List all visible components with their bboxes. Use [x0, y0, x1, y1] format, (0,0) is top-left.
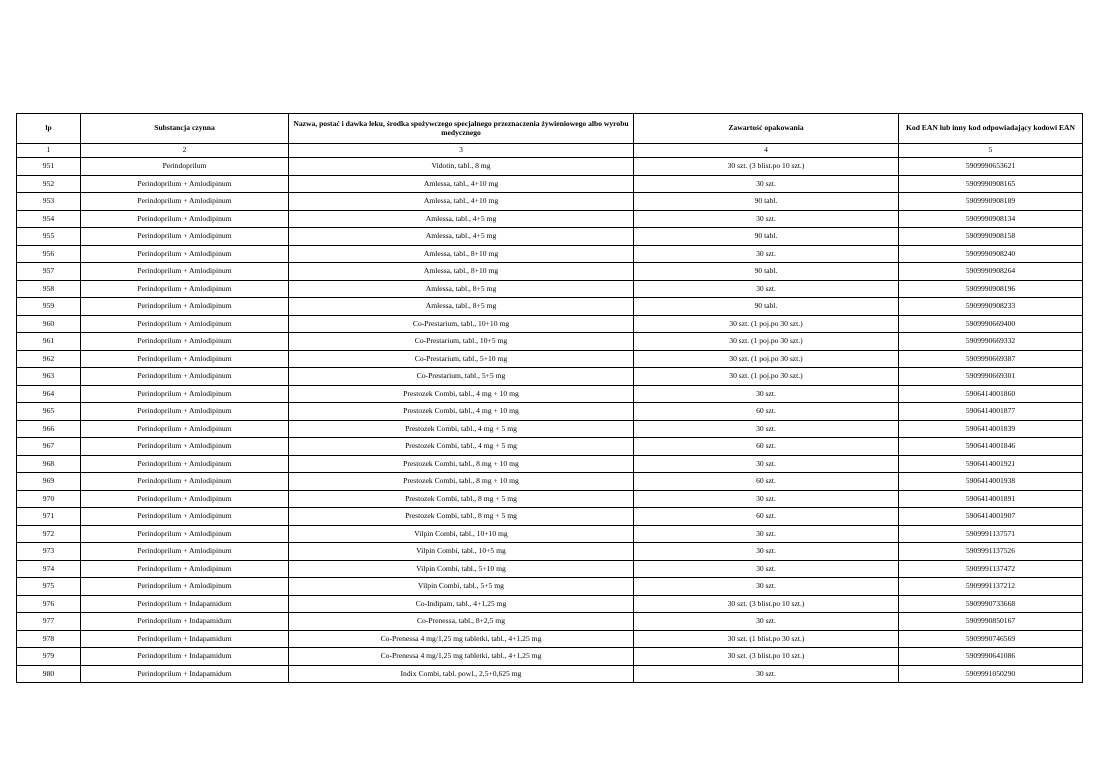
- table-row: [17, 280, 1083, 298]
- cell-active-substance: Perindoprilum + Amlodipinum: [81, 438, 289, 456]
- cell-active-substance: Perindoprilum + Amlodipinum: [81, 228, 289, 246]
- cell-ean-code: 5909991137472: [899, 560, 1083, 578]
- cell-lp: 953: [17, 193, 81, 211]
- cell-package-contents: 30 szt.: [634, 210, 899, 228]
- cell-active-substance: Perindoprilum + Amlodipinum: [81, 455, 289, 473]
- cell-package-contents: 90 tabl.: [634, 193, 899, 211]
- cell-package-contents: 60 szt.: [634, 438, 899, 456]
- cell-package-contents: 30 szt. (1 poj.po 30 szt.): [634, 333, 899, 351]
- cell-active-substance: Perindoprilum + Amlodipinum: [81, 525, 289, 543]
- cell-package-contents: 60 szt.: [634, 508, 899, 526]
- cell-lp: 956: [17, 245, 81, 263]
- table-row: [17, 595, 1083, 613]
- cell-package-contents: 30 szt.: [634, 420, 899, 438]
- cell-lp: 959: [17, 298, 81, 316]
- cell-ean-code: 5909990669400: [899, 315, 1083, 333]
- table-row: [17, 508, 1083, 526]
- cell-ean-code: 5906414001839: [899, 420, 1083, 438]
- cell-drug-name: Amlessa, tabl., 4+5 mg: [289, 228, 634, 246]
- cell-ean-code: 5909991137212: [899, 578, 1083, 596]
- cell-drug-name: Prestozek Combi, tabl., 4 mg + 10 mg: [289, 385, 634, 403]
- cell-active-substance: Perindoprilum + Amlodipinum: [81, 193, 289, 211]
- cell-ean-code: 5909990850167: [899, 613, 1083, 631]
- table-row: [17, 543, 1083, 561]
- cell-lp: 965: [17, 403, 81, 421]
- cell-ean-code: 5906414001846: [899, 438, 1083, 456]
- table-row: [17, 490, 1083, 508]
- cell-package-contents: 30 szt.: [634, 385, 899, 403]
- cell-drug-name: Prestozek Combi, tabl., 8 mg + 5 mg: [289, 490, 634, 508]
- cell-active-substance: Perindoprilum + Amlodipinum: [81, 333, 289, 351]
- cell-ean-code: 5906414001860: [899, 385, 1083, 403]
- cell-package-contents: 30 szt. (1 poj.po 30 szt.): [634, 350, 899, 368]
- cell-package-contents: 30 szt. (3 blist.po 10 szt.): [634, 158, 899, 176]
- cell-ean-code: 5909990908165: [899, 175, 1083, 193]
- table-row: [17, 578, 1083, 596]
- cell-lp: 971: [17, 508, 81, 526]
- cell-package-contents: 30 szt.: [634, 280, 899, 298]
- column-number-row: [17, 144, 1083, 158]
- cell-drug-name: Amlessa, tabl., 4+10 mg: [289, 193, 634, 211]
- cell-package-contents: 90 tabl.: [634, 298, 899, 316]
- cell-drug-name: Co-Prenessa, tabl., 8+2,5 mg: [289, 613, 634, 631]
- cell-package-contents: 90 tabl.: [634, 228, 899, 246]
- table-row: [17, 228, 1083, 246]
- cell-ean-code: 5909990908134: [899, 210, 1083, 228]
- table-row: [17, 193, 1083, 211]
- cell-drug-name: Prestozek Combi, tabl., 4 mg + 5 mg: [289, 438, 634, 456]
- cell-package-contents: 30 szt.: [634, 525, 899, 543]
- cell-drug-name: Prestozek Combi, tabl., 4 mg + 5 mg: [289, 420, 634, 438]
- cell-package-contents: 90 tabl.: [634, 263, 899, 281]
- cell-active-substance: Perindoprilum + Amlodipinum: [81, 490, 289, 508]
- cell-ean-code: 5909990653621: [899, 158, 1083, 176]
- cell-active-substance: Perindoprilum + Amlodipinum: [81, 403, 289, 421]
- cell-lp: 955: [17, 228, 81, 246]
- cell-package-contents: 30 szt.: [634, 245, 899, 263]
- cell-package-contents: 60 szt.: [634, 403, 899, 421]
- cell-ean-code: 5906414001938: [899, 473, 1083, 491]
- column-number: 4: [634, 144, 899, 158]
- cell-drug-name: Amlessa, tabl., 8+5 mg: [289, 280, 634, 298]
- table-row: [17, 403, 1083, 421]
- cell-ean-code: 5906414001891: [899, 490, 1083, 508]
- cell-package-contents: 30 szt. (1 blist.po 30 szt.): [634, 630, 899, 648]
- table-row: [17, 158, 1083, 176]
- cell-ean-code: 5909990669301: [899, 368, 1083, 386]
- table-row: [17, 648, 1083, 666]
- table-row: [17, 210, 1083, 228]
- cell-active-substance: Perindoprilum + Amlodipinum: [81, 280, 289, 298]
- cell-package-contents: 30 szt. (1 poj.po 30 szt.): [634, 368, 899, 386]
- cell-drug-name: Amlessa, tabl., 8+10 mg: [289, 245, 634, 263]
- cell-lp: 951: [17, 158, 81, 176]
- cell-active-substance: Perindoprilum + Indapamidum: [81, 630, 289, 648]
- cell-lp: 952: [17, 175, 81, 193]
- cell-drug-name: Vilpin Combi, tabl., 5+10 mg: [289, 560, 634, 578]
- cell-active-substance: Perindoprilum: [81, 158, 289, 176]
- cell-active-substance: Perindoprilum + Amlodipinum: [81, 578, 289, 596]
- cell-drug-name: Amlessa, tabl., 4+10 mg: [289, 175, 634, 193]
- table-row: [17, 245, 1083, 263]
- cell-lp: 957: [17, 263, 81, 281]
- header-ean-code: Kod EAN lub inny kod odpowiadający kodowi EAN: [899, 114, 1083, 144]
- cell-lp: 958: [17, 280, 81, 298]
- cell-package-contents: 30 szt.: [634, 455, 899, 473]
- cell-active-substance: Perindoprilum + Amlodipinum: [81, 508, 289, 526]
- cell-active-substance: Perindoprilum + Amlodipinum: [81, 210, 289, 228]
- table-row: [17, 298, 1083, 316]
- table-row: [17, 438, 1083, 456]
- cell-drug-name: Prestozek Combi, tabl., 8 mg + 10 mg: [289, 473, 634, 491]
- cell-drug-name: Indix Combi, tabl. powl., 2,5+0,625 mg: [289, 665, 634, 683]
- cell-package-contents: 30 szt.: [634, 578, 899, 596]
- cell-lp: 977: [17, 613, 81, 631]
- cell-active-substance: Perindoprilum + Indapamidum: [81, 613, 289, 631]
- cell-active-substance: Perindoprilum + Amlodipinum: [81, 350, 289, 368]
- cell-lp: 967: [17, 438, 81, 456]
- cell-drug-name: Vidotin, tabl., 8 mg: [289, 158, 634, 176]
- cell-ean-code: 5909990908196: [899, 280, 1083, 298]
- cell-active-substance: Perindoprilum + Amlodipinum: [81, 543, 289, 561]
- cell-drug-name: Vilpin Combi, tabl., 10+5 mg: [289, 543, 634, 561]
- table-row: [17, 263, 1083, 281]
- cell-ean-code: 5909991137571: [899, 525, 1083, 543]
- cell-drug-name: Co-Prestarium, tabl., 5+5 mg: [289, 368, 634, 386]
- cell-lp: 961: [17, 333, 81, 351]
- drug-reimbursement-table: [16, 113, 1083, 683]
- cell-lp: 962: [17, 350, 81, 368]
- cell-lp: 969: [17, 473, 81, 491]
- column-number: 5: [899, 144, 1083, 158]
- cell-lp: 964: [17, 385, 81, 403]
- table-row: [17, 630, 1083, 648]
- table-row: [17, 473, 1083, 491]
- cell-active-substance: Perindoprilum + Amlodipinum: [81, 263, 289, 281]
- cell-drug-name: Co-Prenessa 4 mg/1,25 mg tabletki, tabl., 4+1,25 mg: [289, 648, 634, 666]
- cell-ean-code: 5909990908264: [899, 263, 1083, 281]
- cell-ean-code: 5906414001877: [899, 403, 1083, 421]
- table-row: [17, 613, 1083, 631]
- cell-ean-code: 5909990669332: [899, 333, 1083, 351]
- table-row: [17, 333, 1083, 351]
- table-row: [17, 368, 1083, 386]
- cell-lp: 976: [17, 595, 81, 613]
- cell-lp: 978: [17, 630, 81, 648]
- cell-lp: 966: [17, 420, 81, 438]
- cell-drug-name: Co-Prestarium, tabl., 5+10 mg: [289, 350, 634, 368]
- cell-package-contents: 30 szt.: [634, 560, 899, 578]
- header-drug-name: Nazwa, postać i dawka leku, środka spożywczego specjalnego przeznaczenia żywieniowego albo wyrobu medycznego: [289, 114, 634, 144]
- cell-package-contents: 30 szt.: [634, 543, 899, 561]
- cell-package-contents: 30 szt. (3 blist.po 10 szt.): [634, 648, 899, 666]
- cell-drug-name: Co-Prestarium, tabl., 10+10 mg: [289, 315, 634, 333]
- cell-drug-name: Amlessa, tabl., 8+5 mg: [289, 298, 634, 316]
- cell-drug-name: Prestozek Combi, tabl., 8 mg + 5 mg: [289, 508, 634, 526]
- header-lp: lp: [17, 114, 81, 144]
- table-row: [17, 315, 1083, 333]
- cell-drug-name: Amlessa, tabl., 4+5 mg: [289, 210, 634, 228]
- cell-lp: 954: [17, 210, 81, 228]
- cell-ean-code: 5909990908240: [899, 245, 1083, 263]
- cell-ean-code: 5909990908189: [899, 193, 1083, 211]
- table-header-row: [17, 114, 1083, 144]
- cell-drug-name: Co-Indipam, tabl., 4+1,25 mg: [289, 595, 634, 613]
- cell-ean-code: 5909990908158: [899, 228, 1083, 246]
- cell-ean-code: 5909990669387: [899, 350, 1083, 368]
- table-row: [17, 420, 1083, 438]
- table-row: [17, 350, 1083, 368]
- cell-lp: 968: [17, 455, 81, 473]
- header-active-substance: Substancja czynna: [81, 114, 289, 144]
- cell-active-substance: Perindoprilum + Amlodipinum: [81, 175, 289, 193]
- column-number: 3: [289, 144, 634, 158]
- cell-drug-name: Vilpin Combi, tabl., 5+5 mg: [289, 578, 634, 596]
- cell-ean-code: 5906414001907: [899, 508, 1083, 526]
- cell-active-substance: Perindoprilum + Amlodipinum: [81, 473, 289, 491]
- cell-active-substance: Perindoprilum + Amlodipinum: [81, 315, 289, 333]
- cell-active-substance: Perindoprilum + Amlodipinum: [81, 368, 289, 386]
- cell-drug-name: Amlessa, tabl., 8+10 mg: [289, 263, 634, 281]
- cell-active-substance: Perindoprilum + Indapamidum: [81, 665, 289, 683]
- table-row: [17, 665, 1083, 683]
- cell-active-substance: Perindoprilum + Indapamidum: [81, 595, 289, 613]
- cell-drug-name: Co-Prenessa 4 mg/1,25 mg tabletki, tabl., 4+1,25 mg: [289, 630, 634, 648]
- cell-lp: 970: [17, 490, 81, 508]
- cell-ean-code: 5909990908233: [899, 298, 1083, 316]
- cell-ean-code: 5909990746569: [899, 630, 1083, 648]
- cell-ean-code: 5909991050290: [899, 665, 1083, 683]
- table-row: [17, 455, 1083, 473]
- cell-package-contents: 30 szt.: [634, 175, 899, 193]
- cell-lp: 974: [17, 560, 81, 578]
- column-number: 2: [81, 144, 289, 158]
- cell-lp: 979: [17, 648, 81, 666]
- cell-drug-name: Co-Prestarium, tabl., 10+5 mg: [289, 333, 634, 351]
- table-row: [17, 560, 1083, 578]
- cell-package-contents: 30 szt. (3 blist.po 10 szt.): [634, 595, 899, 613]
- cell-package-contents: 30 szt. (1 poj.po 30 szt.): [634, 315, 899, 333]
- cell-active-substance: Perindoprilum + Amlodipinum: [81, 298, 289, 316]
- cell-lp: 960: [17, 315, 81, 333]
- header-package-contents: Zawartość opakowania: [634, 114, 899, 144]
- cell-lp: 975: [17, 578, 81, 596]
- table-row: [17, 175, 1083, 193]
- cell-active-substance: Perindoprilum + Amlodipinum: [81, 560, 289, 578]
- table-row: [17, 385, 1083, 403]
- table-row: [17, 525, 1083, 543]
- cell-package-contents: 30 szt.: [634, 490, 899, 508]
- cell-drug-name: Prestozek Combi, tabl., 4 mg + 10 mg: [289, 403, 634, 421]
- cell-ean-code: 5906414001921: [899, 455, 1083, 473]
- cell-active-substance: Perindoprilum + Amlodipinum: [81, 245, 289, 263]
- cell-package-contents: 30 szt.: [634, 665, 899, 683]
- cell-active-substance: Perindoprilum + Indapamidum: [81, 648, 289, 666]
- cell-lp: 972: [17, 525, 81, 543]
- cell-ean-code: 5909991137526: [899, 543, 1083, 561]
- cell-ean-code: 5909990641086: [899, 648, 1083, 666]
- cell-active-substance: Perindoprilum + Amlodipinum: [81, 420, 289, 438]
- column-number: 1: [17, 144, 81, 158]
- cell-lp: 980: [17, 665, 81, 683]
- cell-ean-code: 5909990733668: [899, 595, 1083, 613]
- cell-package-contents: 30 szt.: [634, 613, 899, 631]
- cell-active-substance: Perindoprilum + Amlodipinum: [81, 385, 289, 403]
- cell-drug-name: Prestozek Combi, tabl., 8 mg + 10 mg: [289, 455, 634, 473]
- table-body: [17, 158, 1083, 683]
- cell-lp: 963: [17, 368, 81, 386]
- cell-lp: 973: [17, 543, 81, 561]
- cell-package-contents: 60 szt.: [634, 473, 899, 491]
- cell-drug-name: Vilpin Combi, tabl., 10+10 mg: [289, 525, 634, 543]
